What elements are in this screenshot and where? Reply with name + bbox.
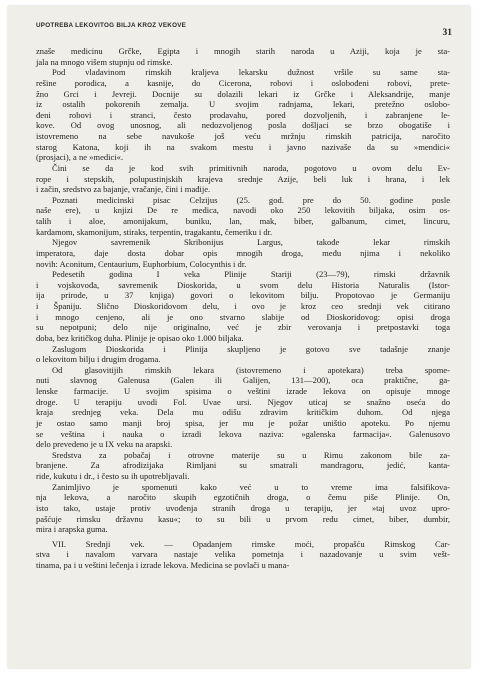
text-line: droge. U terapiju uvodi Fol. Uvae ursi. Njegov uticaj se snažno oseća do bbox=[36, 396, 450, 407]
text-line: istovremeno na sebe navukoše još veću mržnju rimskih patricija, naročito bbox=[36, 131, 450, 141]
text-line: naše ere), u knjizi De re medica, navodi oko 250 lekovitih biljaka, osim os- bbox=[36, 205, 450, 216]
text-line: talih i aloe, amonijakum, buniku, lan, mak, biber, galbanum, cimet, lincuru, bbox=[36, 216, 450, 226]
text-line: pašćuje rimsku državnu kasu«; to su bili u prvom redu cimet, biber, dumbir, bbox=[36, 513, 450, 524]
text-line: (prosjaci), a ne »medici«. bbox=[36, 152, 124, 163]
text-line: Pod vladavinom rimskih kraljeva lekarsku dužnost vršile su same sta- bbox=[52, 67, 450, 78]
page-number: 31 bbox=[442, 28, 452, 38]
paragraph-abortion-remedies bbox=[36, 450, 450, 482]
book-page bbox=[8, 6, 470, 668]
text-line: starog Katona, koji ih na svakom mestu i javno nazivaše da su »mendici« bbox=[36, 141, 450, 152]
text-line: Pedesetih godina I veka Plinije Stariji (23—79), rimski državnik bbox=[52, 269, 450, 280]
paragraph-celsus bbox=[36, 195, 450, 238]
running-title: UPOTREBA LEKOVITOG BILJA KROZ VEKOVE bbox=[36, 22, 187, 29]
text-line: o lekovitom bilju i drugim drogama. bbox=[36, 354, 161, 365]
body-text bbox=[36, 46, 450, 571]
text-line: jala na mnogo višem stupnju od rimske. bbox=[36, 56, 173, 67]
text-line: se veština i nauka o izradi lekova naziva: »galenska farmacija«. Galenusovo bbox=[36, 428, 450, 439]
text-line: Njegov savremenik Skribonijus Largus, takođe lekar rimskih bbox=[52, 237, 450, 248]
text-line: stva i navalom varvara nastaje velika pometnja i nazadovanje u svim vešt- bbox=[36, 549, 450, 560]
text-line: iz ostalih pokorenih zemalja. U svojim radnjama, lekari, pretežno oslobo- bbox=[36, 99, 450, 110]
text-line: kove. Od ovog unosnog, ali nedozvoljenog posla došljaci se brzo obogatiše i bbox=[36, 120, 450, 131]
text-line: nuti slavnog Galenusa (Galen ili Galijen, 131—200), oca praktične, ga- bbox=[36, 375, 450, 386]
paragraph-falsification bbox=[36, 482, 450, 535]
text-line: su nepotpuni; delo nije originalno, već je zbir verovanja i pretpostavki toga bbox=[36, 322, 450, 333]
text-line: novih: Aconitum, Centaurium, Euphorbium, Colocynthis i dr. bbox=[36, 258, 247, 269]
paragraph-merits bbox=[36, 344, 450, 365]
text-line: rešine porodica, a kasnije, do Cicerona, robovi i oslobođeni robovi, prete- bbox=[36, 77, 450, 88]
text-line: isto tako, ustaje protiv uvođenja stranih droga u terapiju, jer »taj uvoz upro- bbox=[36, 502, 450, 513]
text-line: lenske farmacije. U svojim spisima o veštini izrade lekova on opisuje mnoge bbox=[36, 386, 450, 396]
paragraph-scribonius-largus bbox=[36, 237, 450, 269]
text-line: Zaslugom Dioskorida i Plinija skupljeno je gotovo sve tadašnje znanje bbox=[52, 343, 450, 354]
paragraph-galen bbox=[36, 365, 450, 450]
text-line: nja lekova, a naročito skupih egzotičnih droga, o čemu piše Plinije. On, bbox=[36, 492, 450, 503]
text-line: doba, bez kritičkog duha. Plinije je opisao oko 1.000 biljaka. bbox=[36, 332, 244, 343]
paragraph-primitive-peoples bbox=[36, 163, 450, 195]
text-line: Čini se da je kod svih primitivnih naroda, pogotovo u ovom delu Ev- bbox=[52, 162, 450, 173]
text-line: ija prirode, u 37 knjiga) govori o lekovitom bilju. Propotovao je Germaniju bbox=[36, 290, 450, 301]
text-line: Od glasovitijih rimskih lekara (istovremeno i apotekara) treba spome- bbox=[52, 364, 450, 375]
paragraph-pliny-dioscorides bbox=[36, 269, 450, 343]
text-line: rope i stepskih, polupustinjskih krajeva srednje Azije, beli luk i hrana, i lek bbox=[36, 173, 450, 184]
text-line: i mnogo cenjeno, ali je ono stvarno slabije od Dioskoridovog: opisi droga bbox=[36, 311, 450, 322]
text-line: VII. Srednji vek. — Opadanjem rimske moći, propašću Rimskog Car- bbox=[52, 538, 450, 549]
text-line: ride, kukutu i dr., i često su ih upotrebljavali. bbox=[36, 471, 190, 481]
text-line: branjene. Za afrodizijaka Rimljani su smatrali mandragoru, jedić, kanta- bbox=[36, 460, 450, 471]
text-line: i Španiju. Slično Dioskoridovom delu, i ovo je kroz ceo srednji vek citirano bbox=[36, 301, 450, 311]
text-line: je ostao samo manji broj spisa, jer mu je požar uništio apoteku. Po njemu bbox=[36, 417, 450, 428]
paragraph-middle-ages bbox=[36, 539, 450, 571]
text-line: Sredstva za pobačaj i otrovne materije su u Rimu zakonom bile za- bbox=[52, 449, 450, 460]
text-line: žno Grci i Jevreji. Docnije su dolazili lekari iz Grčke i Aleksandrije, manje bbox=[36, 88, 450, 99]
text-line: Zanimljivo je spomenuti kako već u to vreme ima falsifikova- bbox=[52, 481, 450, 492]
text-line: i vojskovođa, savremenik Dioskorida, u svom delu Historia Naturalis (Istor- bbox=[36, 279, 450, 290]
text-line: Poznati medicinski pisac Celzijus (25. god. pre do 50. godine posle bbox=[52, 194, 450, 205]
text-line: kraja srednjeg veka. Dela mu odišu zdravim kritičkim duhom. Od njega bbox=[36, 407, 450, 418]
text-line: znaše medicinu Grčke, Egipta i mnogih starih naroda u Aziji, koja je sta- bbox=[36, 46, 450, 56]
text-line: delo prevedeno je u IX veku na arapski. bbox=[36, 439, 173, 450]
page-header bbox=[36, 20, 452, 40]
text-line: tinama, pa i u veštini lečenja i izrade lekova. Medicina se povlači u mana- bbox=[36, 560, 290, 570]
text-line: đeni robovi i stranci, često prodavahu, pored dozvoljenih, i zabranjene le- bbox=[36, 109, 450, 120]
text-line: kardamom, skamonijum, stiraks, terpentin, tragakantu, čemeriku i dr. bbox=[36, 226, 273, 237]
text-line: imperatora, daje dosta dobar opis mnogih droga, među njima i nekoliko bbox=[36, 247, 450, 258]
paragraph-intro-continued bbox=[36, 46, 450, 67]
paragraph-roman-physicians bbox=[36, 67, 450, 163]
text-line: i začin, sredstvo za bajanje, vračanje, čini i mađije. bbox=[36, 184, 211, 195]
text-line: mira i arapska guma. bbox=[36, 524, 108, 535]
